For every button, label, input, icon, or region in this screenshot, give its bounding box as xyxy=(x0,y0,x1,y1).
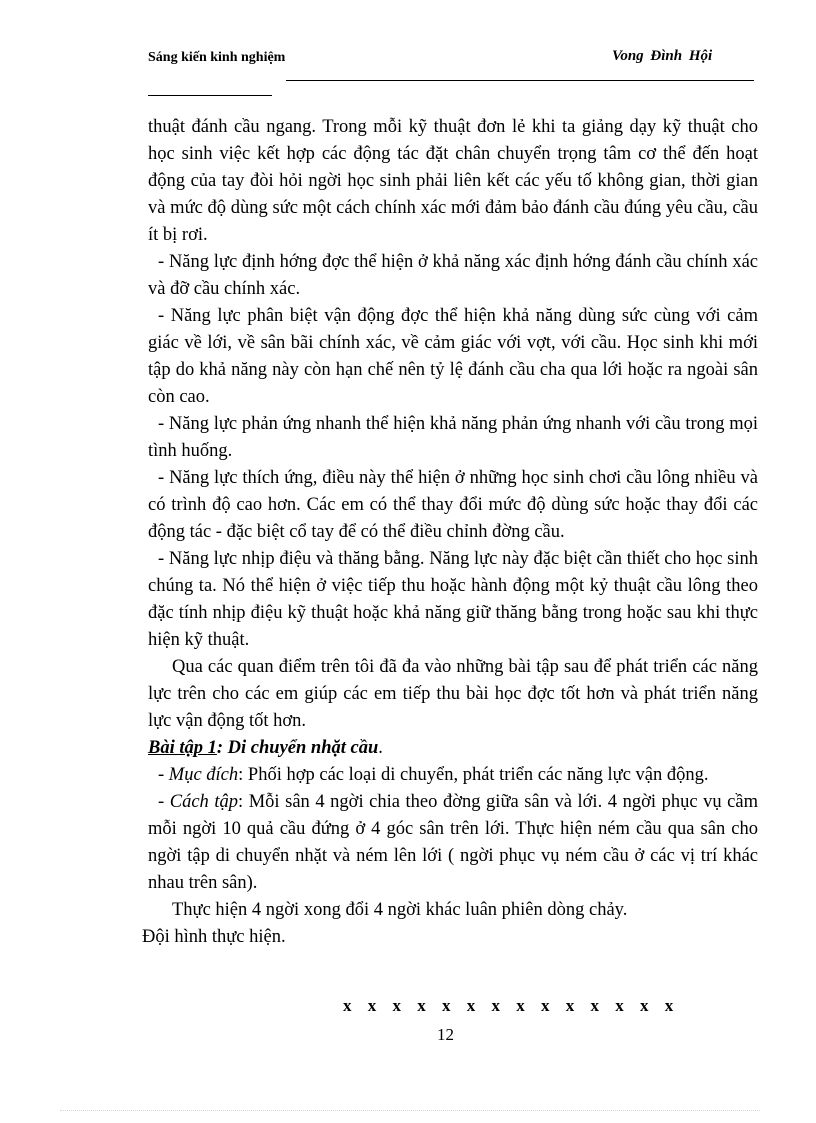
exercise-purpose xyxy=(148,762,758,789)
purpose-label: Mục đích xyxy=(168,765,239,785)
paragraph: - Năng lực phân biệt vận động đợc thể hiện khả năng dùng sức cùng với cảm giác về lới, về sân bãi chính xác, về cảm giác với vợt, với cầu. Học sinh khi mới tập do khả năng này còn hạn chế nên tỷ lệ đánh cầu cha qua lới hoặc ra ngoài sân còn cao. xyxy=(148,306,758,407)
paragraph: - Năng lực định hớng đợc thể hiện ở khả năng xác định hớng đánh cầu chính xác và đỡ cầu chính xác. xyxy=(148,252,758,299)
paragraph: - Năng lực thích ứng, điều này thể hiện ở những học sinh chơi cầu lông nhiều và có trình độ cao hơn. Các em có thể thay đổi mức độ dùng sức hoặc thay đổi các động tác - đặc biệt cổ tay để có thể điều chỉnh đờng cầu. xyxy=(148,468,758,542)
paragraph: thuật đánh cầu ngang. Trong mỗi kỹ thuật đơn lẻ khi ta giảng dạy kỹ thuật cho học sinh việc kết hợp các động tác đặt chân chuyển trọng tâm cơ thể đến hoạt động của tay đòi hỏi ngời học sinh phải liên kết các yếu tố không gian, thời gian và mức độ dùng sức một cách chính xác mới đảm bảo đánh cầu đúng yêu cầu, cầu ít bị rơi. xyxy=(148,117,758,245)
paragraph: Đội hình thực hiện. xyxy=(142,927,286,947)
page-number: 12 xyxy=(437,1025,454,1044)
header-rule-short xyxy=(148,95,272,96)
exercise-heading xyxy=(148,735,758,762)
exercise-title: Di chuyển nhặt cầu xyxy=(227,738,379,758)
method-label: Cách tập xyxy=(169,792,238,812)
exercise-label: Bài tập 1 xyxy=(148,738,217,758)
paragraph: - Năng lực phản ứng nhanh thể hiện khả năng phản ứng nhanh với cầu trong mọi tình huống. xyxy=(148,414,758,461)
bottom-divider xyxy=(60,1110,760,1111)
paragraph: - Năng lực nhịp điệu và thăng bằng. Năng lực này đặc biệt cần thiết cho học sinh chúng ta. Nó thể hiện ở việc tiếp thu hoặc hành động một kỷ thuật cầu lông theo đặc tính nhịp điệu kỹ thuật hoặc khả năng giữ thăng bằng trong hoặc sau khi thực hiện kỹ thuật. xyxy=(148,549,758,650)
method-dash: - xyxy=(158,792,170,812)
paragraph: Qua các quan điểm trên tôi đã đa vào những bài tập sau để phát triển các năng lực trên cho các em giúp các em tiếp thu bài học đợc tốt hơn và phát triển năng lực vận động tốt hơn. xyxy=(148,657,758,731)
purpose-dash: - xyxy=(158,765,169,785)
page-header-right: Vong Đình Hội xyxy=(612,48,713,64)
page-header-left: Sáng kiến kinh nghiệm xyxy=(148,50,286,65)
exercise-method xyxy=(148,789,758,897)
purpose-text: : Phối hợp các loại di chuyển, phát triển các năng lực vận động. xyxy=(238,765,709,785)
exercise-end: . xyxy=(378,738,383,758)
header-rule xyxy=(286,80,754,81)
paragraph: Thực hiện 4 ngời xong đổi 4 ngời khác luân phiên dòng chảy. xyxy=(172,900,628,920)
document-body xyxy=(142,114,758,951)
exercise-colon: : xyxy=(216,738,228,758)
method-text: : Mỗi sân 4 ngời chia theo đờng giữa sân và lới. 4 ngời phục vụ cầm mỗi ngời 10 quả cầu đứng ở 4 góc sân trên lới. Thực hiện ném cầu qua sân cho ngời tập di chuyển nhặt và ném lên lới ( ngời phục vụ ném cầu ở các vị trí khác nhau trên sân). xyxy=(148,792,758,893)
formation-row: x x x x x x x x x x x x x x xyxy=(343,996,680,1015)
